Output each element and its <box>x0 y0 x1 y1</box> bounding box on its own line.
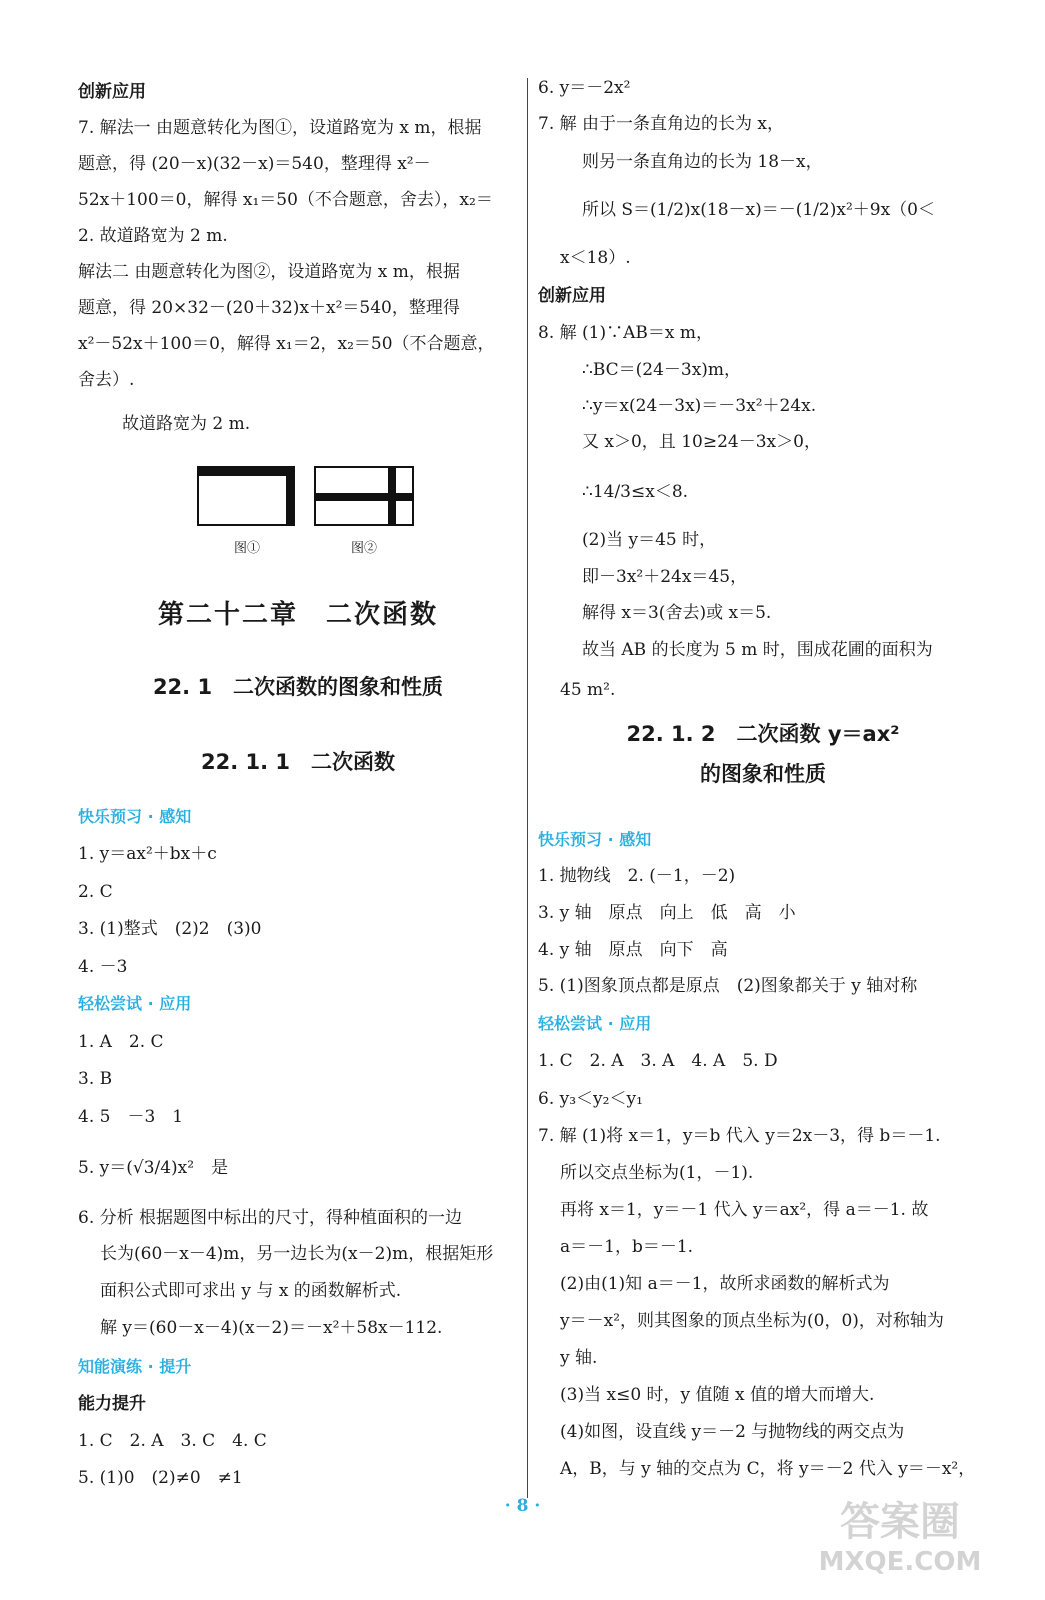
heading-innovation: 创新应用 <box>78 82 146 102</box>
text-line: 解法二 由题意转化为图②，设道路宽为 x m，根据 <box>78 262 460 282</box>
section-title-22-1-2: 22. 1. 2 二次函数 y＝ax² <box>626 722 900 746</box>
answer-line: A，B，与 y 轴的交点为 C，将 y＝－2 代入 y＝－x²， <box>560 1459 976 1479</box>
text-line: 2. 故道路宽为 2 m. <box>78 226 228 246</box>
answer-line: 所以交点坐标为(1，－1). <box>560 1163 754 1183</box>
answer-line: 故当 AB 的长度为 5 m 时，围成花圃的面积为 <box>582 640 933 660</box>
answer-line: 解得 x＝3(舍去)或 x＝5. <box>582 603 772 623</box>
section-label-practice: 知能演练 · 提升 <box>78 1357 192 1376</box>
heading-innovation: 创新应用 <box>538 286 606 306</box>
section-label-try: 轻松尝试 · 应用 <box>78 994 192 1013</box>
answer-line: 3. B <box>78 1069 113 1089</box>
text-line: 舍去）. <box>78 370 135 390</box>
answer-line: 3. y 轴 原点 向上 低 高 小 <box>538 903 796 923</box>
answer-line: 6. y₃＜y₂＜y₁ <box>538 1089 643 1109</box>
answer-line: y 轴. <box>560 1348 598 1368</box>
answer-line: 面积公式即可求出 y 与 x 的函数解析式. <box>100 1281 402 1301</box>
answer-line: 6. 分析 根据题图中标出的尺寸，得种植面积的一边 <box>78 1208 463 1228</box>
answer-line: 7. 解 (1)将 x＝1，y＝b 代入 y＝2x－3，得 b＝－1. <box>538 1126 941 1146</box>
answer-line: 所以 S＝(1/2)x(18－x)＝－(1/2)x²＋9x（0＜ <box>582 200 935 220</box>
section-title-22-1-2-sub: 的图象和性质 <box>700 762 826 786</box>
watermark-logo <box>800 1490 1000 1580</box>
page-number: · 8 · <box>504 1496 541 1516</box>
answer-line: 2. C <box>78 882 113 902</box>
answer-line: 4. 5 －3 1 <box>78 1107 184 1127</box>
answer-line: 又 x＞0，且 10≥24－3x＞0， <box>582 432 821 452</box>
watermark-line2: MXQE.COM <box>818 1547 982 1577</box>
section-label-preview: 快乐预习 · 感知 <box>78 807 192 826</box>
fig2-caption: 图② <box>351 541 378 556</box>
answer-line: 则另一条直角边的长为 18－x， <box>582 152 823 172</box>
watermark-line1: 答案圈 <box>840 1499 960 1545</box>
section-label-preview: 快乐预习 · 感知 <box>538 830 652 849</box>
answer-line: 1. C 2. A 3. C 4. C <box>78 1431 267 1451</box>
answer-line: 5. (1)图象顶点都是原点 (2)图象都关于 y 轴对称 <box>538 976 918 996</box>
figure-road-diagrams <box>78 465 518 565</box>
answer-line: y＝－x²，则其图象的顶点坐标为(0，0)，对称轴为 <box>560 1311 944 1331</box>
answer-line: (2)当 y＝45 时， <box>582 530 717 550</box>
answer-line: 1. y＝ax²＋bx＋c <box>78 844 217 864</box>
text-line: 题意，得 20×32－(20＋32)x＋x²＝540，整理得 <box>78 298 460 318</box>
answer-line: 长为(60－x－4)m，另一边长为(x－2)m，根据矩形 <box>100 1244 494 1264</box>
answer-line: 45 m². <box>560 680 616 700</box>
text-line: 故道路宽为 2 m. <box>122 414 251 434</box>
text-line: 7. 解法一 由题意转化为图①，设道路宽为 x m，根据 <box>78 118 482 138</box>
answer-line: ∴y＝x(24－3x)＝－3x²＋24x. <box>582 396 817 416</box>
chapter-title: 第二十二章 二次函数 <box>157 600 438 630</box>
answer-line: ∴BC＝(24－3x)m， <box>582 360 742 380</box>
text-line: 52x＋100＝0，解得 x₁＝50（不合题意，舍去），x₂＝ <box>78 190 493 210</box>
section-title-22-1-1: 22. 1. 1 二次函数 <box>200 750 396 774</box>
section-title-22-1: 22. 1 二次函数的图象和性质 <box>152 675 444 699</box>
answer-line: ∴14/3≤x＜8. <box>582 482 689 502</box>
answer-line: (3)当 x≤0 时，y 值随 x 值的增大而增大. <box>560 1385 875 1405</box>
column-divider <box>527 78 528 1498</box>
answer-line: 8. 解 (1)∵AB＝x m， <box>538 323 713 343</box>
answer-line: 6. y＝－2x² <box>538 78 631 98</box>
text-line: x²－52x＋100＝0，解得 x₁＝2，x₂＝50（不合题意， <box>78 334 495 354</box>
answer-line: 1. 抛物线 2. (－1，－2) <box>538 866 736 886</box>
answer-line: 3. (1)整式 (2)2 (3)0 <box>78 919 262 939</box>
answer-line: (4)如图，设直线 y＝－2 与抛物线的两交点为 <box>560 1422 905 1442</box>
text-line: 题意，得 (20－x)(32－x)＝540，整理得 x²－ <box>78 154 431 174</box>
answer-line: a＝－1，b＝－1. <box>560 1237 694 1257</box>
road-diagram-svg <box>78 465 518 565</box>
section-label-try: 轻松尝试 · 应用 <box>538 1014 652 1033</box>
answer-line: 4. y 轴 原点 向下 高 <box>538 940 728 960</box>
answer-line: 5. y＝(√3/4)x² 是 <box>78 1158 229 1178</box>
fig2-road-vertical <box>388 467 396 525</box>
answer-line: 再将 x＝1，y＝－1 代入 y＝ax²，得 a＝－1. 故 <box>560 1200 929 1220</box>
heading-ability: 能力提升 <box>78 1394 146 1414</box>
fig1-road-horizontal <box>198 467 294 476</box>
answer-line: 1. A 2. C <box>78 1032 164 1052</box>
answer-line: 4. －3 <box>78 957 128 977</box>
answer-line: 即－3x²＋24x＝45， <box>582 567 748 587</box>
answer-line: 5. (1)0 (2)≠0 ≠1 <box>78 1468 243 1488</box>
answer-line: 7. 解 由于一条直角边的长为 x， <box>538 114 785 134</box>
answer-line: x＜18）. <box>560 248 631 268</box>
answer-line: 解 y＝(60－x－4)(x－2)＝－x²＋58x－112. <box>100 1318 443 1338</box>
answer-line: 1. C 2. A 3. A 4. A 5. D <box>538 1051 778 1071</box>
fig2-road-horizontal <box>315 493 413 501</box>
fig1-caption: 图① <box>234 541 261 556</box>
answer-line: (2)由(1)知 a＝－1，故所求函数的解析式为 <box>560 1274 890 1294</box>
fig1-road-vertical <box>286 467 294 525</box>
